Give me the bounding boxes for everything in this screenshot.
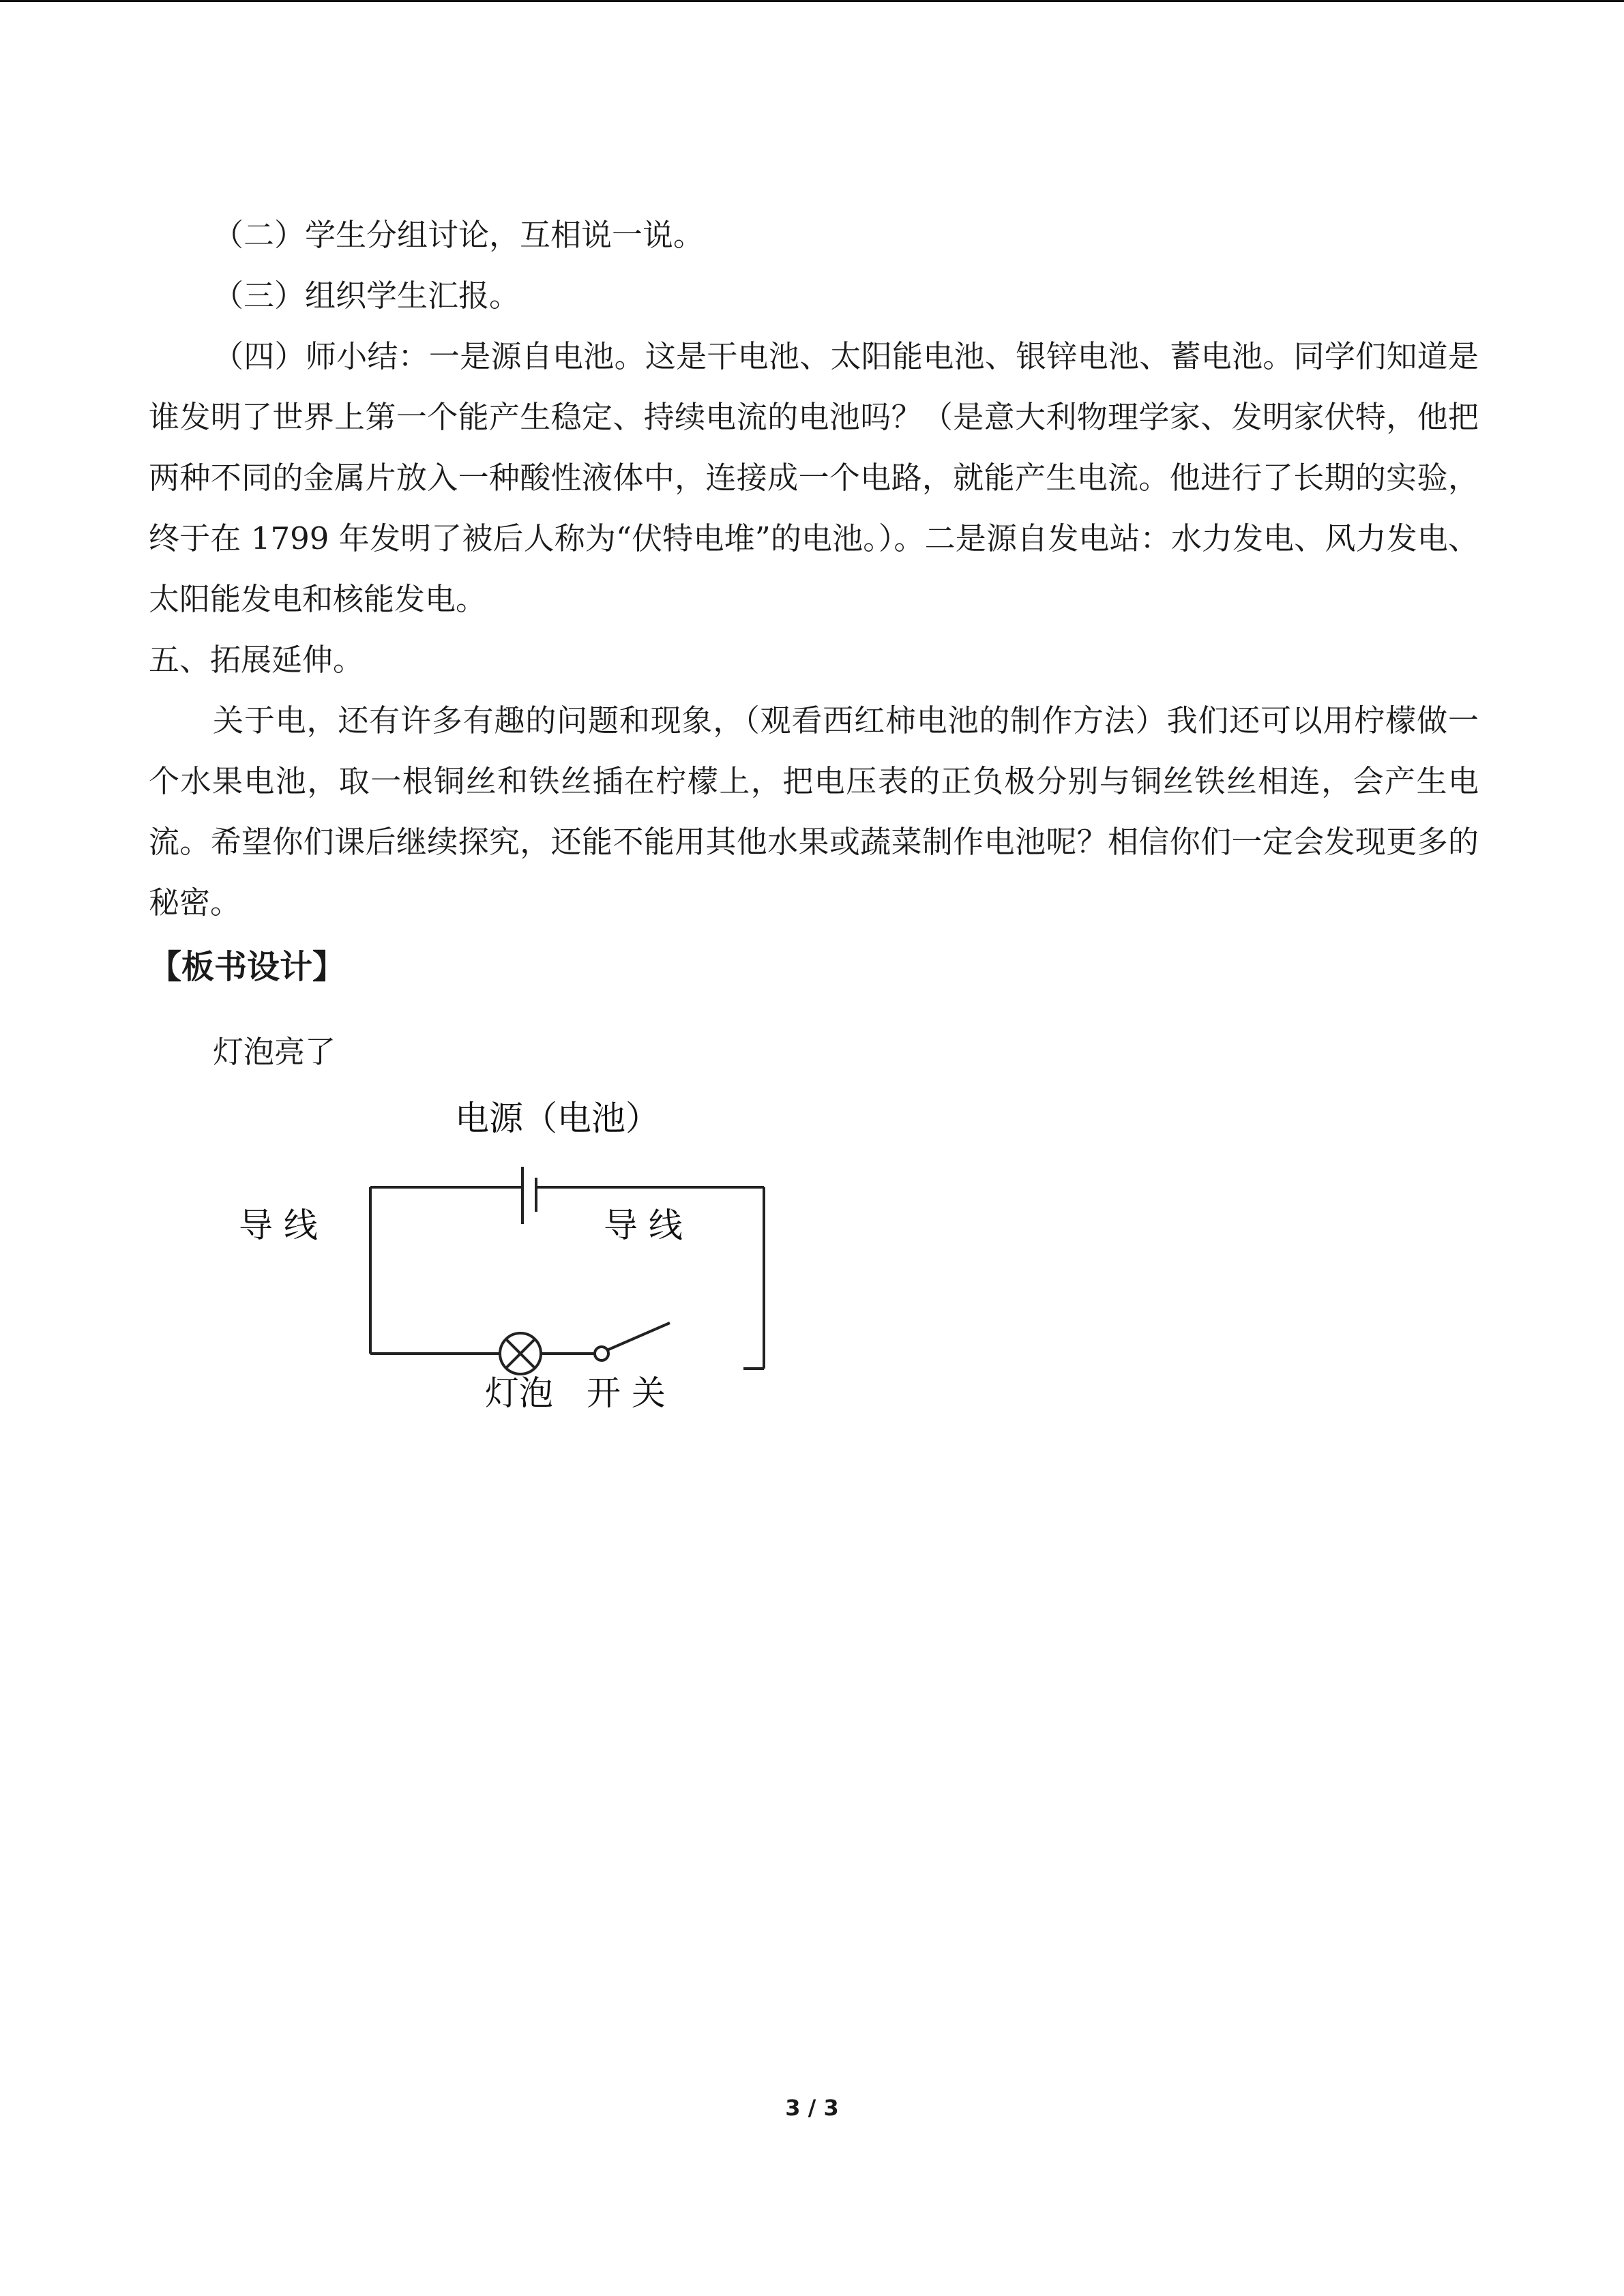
page-top-border: [0, 0, 1624, 2]
switch-label: 开 关: [587, 1373, 666, 1413]
bulb-label: 灯泡: [485, 1373, 553, 1413]
paragraph-summary: （四）师小结：一是源自电池。这是干电池、太阳能电池、银锌电池、蓄电池。同学们知道是谁发明了世界上第一个能产生稳定、持续电流的电池吗？（是意大利物理学家、发明家伏特，他把两种不同的金属片放入一种酸性液体中，连接成一个电路，就能产生电流。他进行了长期的实验，终于在 1799 年发明了被后人称为“伏特电堆”的电池。）。二是源自发电站：水力发电、风力发电、太阳能发电和核能发电。: [149, 338, 1479, 617]
switch-lever: [607, 1323, 670, 1350]
page-number: 3 / 3: [785, 2095, 839, 2121]
section-extension-heading: 五、拓展延伸。: [149, 642, 364, 678]
switch-contact: [595, 1347, 608, 1360]
paragraph-extension: 关于电，还有许多有趣的问题和现象，（观看西红柿电池的制作方法）我们还可以用柠檬做一个水果电池，取一根铜丝和铁丝插在柠檬上，把电压表的正负极分别与铜丝铁丝相连，会产生电流。希望你们课后继续探究，还能不能用其他水果或蔬菜制作电池呢？相信你们一定会发现更多的秘密。: [149, 702, 1479, 921]
circuit-diagram: [225, 1081, 784, 1422]
wire-left-label: 导 线: [239, 1206, 318, 1245]
board-design-heading: 【板书设计】: [149, 948, 346, 986]
power-source-label: 电源（电池）: [455, 1099, 660, 1138]
wire-right-label: 导 线: [604, 1206, 683, 1245]
document-body: [149, 205, 1479, 1082]
board-title: 灯泡亮了: [213, 1034, 336, 1070]
paragraph-report: （三）组织学生汇报。: [213, 278, 520, 314]
paragraph-discussion: （二）学生分组讨论，互相说一说。: [213, 217, 705, 253]
